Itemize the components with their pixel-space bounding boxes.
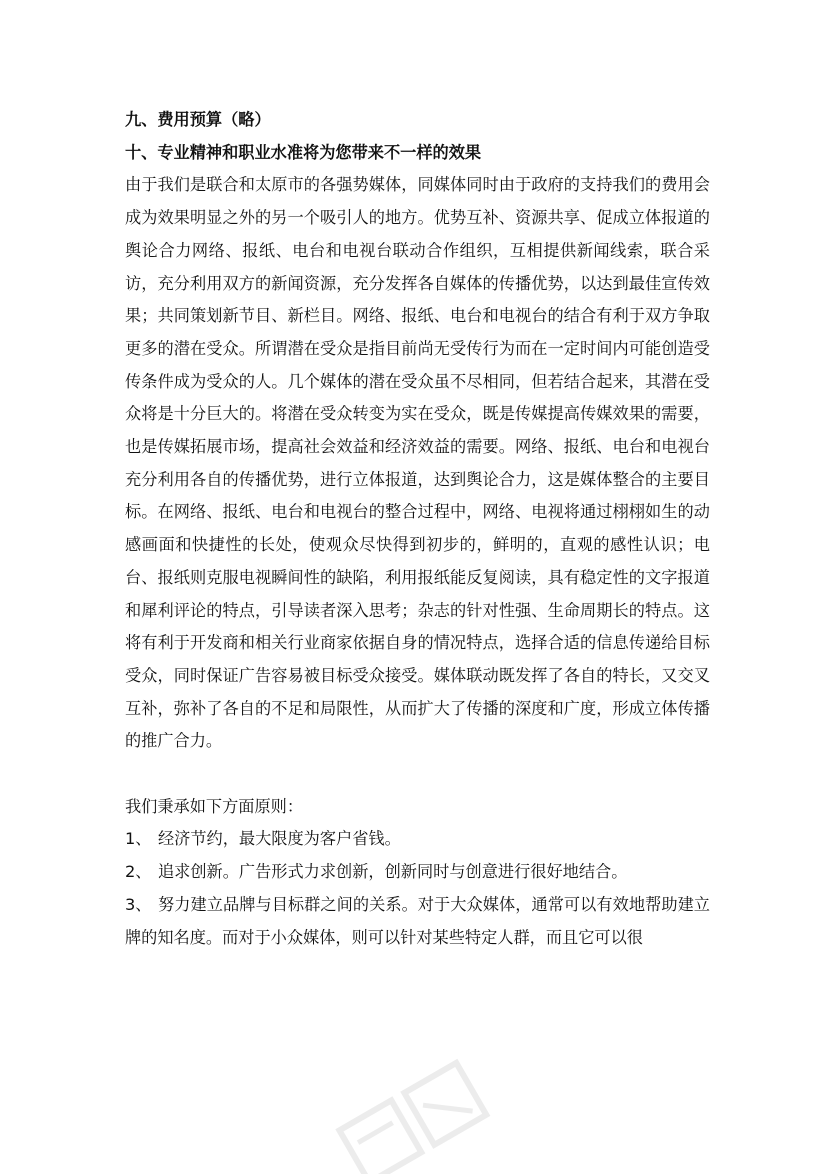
- list-number: 2、: [125, 862, 152, 882]
- section-heading-10: 十、专业精神和职业水准将为您带来不一样的效果: [125, 142, 482, 162]
- blank-line: [125, 758, 710, 791]
- body-paragraph: 由于我们是联合和太原市的各强势媒体，同媒体同时由于政府的支持我们的费用会成为效果明显之外的另一个吸引人的地方。优势互补、资源共享、促成立体报道的舆论合力网络、报纸、电台和电视台联动合作组织，互相提供新闻线索，联合采访，充分利用双方的新闻资源，充分发挥各自媒体的传播优势，以达到最佳宣传效果；共同策划新节目、新栏目。网络、报纸、电台和电视台的结合有利于双方争取更多的潜在受众。所谓潜在受众是指目前尚无受传行为而在一定时间内可能创造受传条件成为受众的人。几个媒体的潜在受众虽不尽相同，但若结合起来，其潜在受众将是十分巨大的。将潜在受众转变为实在受众，既是传媒提高传媒效果的需要，也是传媒拓展市场，提高社会效益和经济效益的需要。网络、报纸、电台和电视台充分利用各自的传播优势，进行立体报道，达到舆论合力，这是媒体整合的主要目标。在网络、报纸、电台和电视台的整合过程中，网络、电视将通过栩栩如生的动感画面和快捷性的长处，使观众尽快得到初步的，鲜明的，直观的感性认识；电台、报纸则克服电视瞬间性的缺陷，利用报纸能反复阅读，具有稳定性的文字报道和犀利评论的特点，引导读者深入思考；杂志的针对性强、生命周期长的特点。这将有利于开发商和相关行业商家依据自身的情况特点，选择合适的信息传递给目标受众，同时保证广告容易被目标受众接受。媒体联动既发挥了各自的特长，又交叉互补，弥补了各自的不足和局限性，从而扩大了传播的深度和广度，形成立体传播的推广合力。: [125, 175, 710, 751]
- list-item: [125, 889, 710, 954]
- list-item: [125, 856, 710, 889]
- list-number: 1、: [125, 829, 152, 849]
- watermark-icon: [321, 1038, 520, 1174]
- section-heading-9: 九、费用预算（略）: [125, 110, 271, 129]
- document-body: [125, 104, 710, 954]
- list-text: 追求创新。广告形式力求创新，创新同时与创意进行很好地结合。: [158, 862, 628, 882]
- list-text: 经济节约，最大限度为客户省钱。: [158, 829, 401, 849]
- list-item: [125, 823, 710, 856]
- list-number: 3、: [125, 894, 152, 914]
- principles-list: [125, 823, 710, 954]
- principles-intro: 我们秉承如下方面原则：: [125, 796, 304, 816]
- list-text: 努力建立品牌与目标群之间的关系。对于大众媒体，通常可以有效地帮助建立牌的知名度。而对于小众媒体，则可以针对某些特定人群，而且它可以很: [125, 894, 710, 947]
